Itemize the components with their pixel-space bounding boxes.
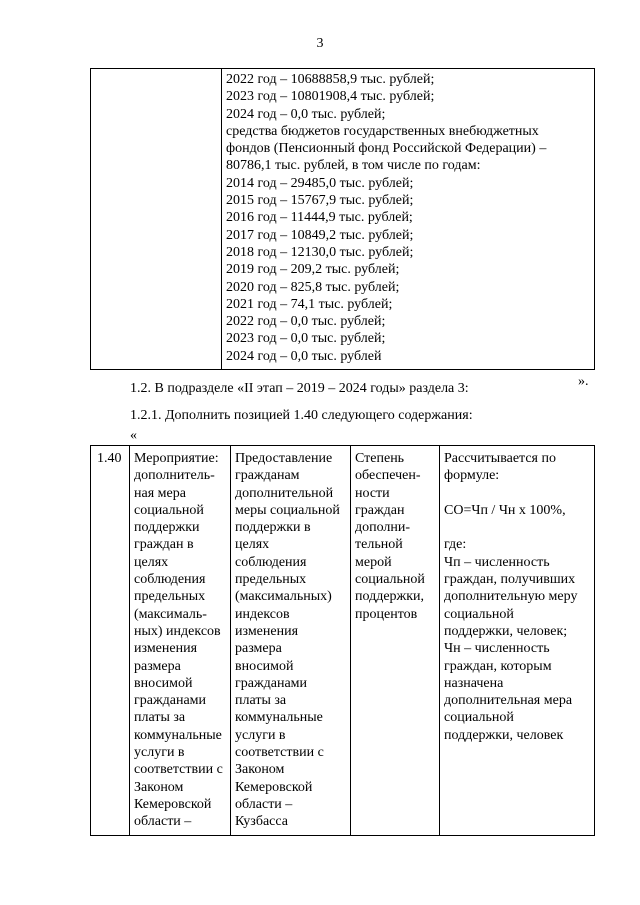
description-line: предельных	[235, 572, 307, 588]
measure-line: Законом	[134, 779, 184, 795]
measure-line: коммунальные	[134, 727, 222, 743]
position-number-text: 1.40	[97, 451, 122, 466]
measure-line: Мероприятие:	[134, 451, 219, 466]
indicator-line: Степень	[355, 451, 405, 466]
description-line: меры социальной	[235, 502, 340, 518]
description-line: вносимой	[235, 658, 294, 674]
measure-line: соблюдения	[134, 572, 206, 588]
description-line: платы за	[235, 693, 287, 709]
measure-line: дополнитель-	[134, 468, 215, 484]
measure-line: социальной	[134, 502, 204, 518]
indicator-line: дополни-	[355, 520, 411, 536]
position-1-40-table	[90, 445, 595, 836]
indicator-line: процентов	[355, 606, 418, 622]
closing-quote: ».	[578, 374, 589, 389]
formula-intro-line: Рассчитывается по	[444, 451, 556, 466]
spacer	[444, 519, 590, 536]
measure-line: услуги в	[134, 745, 185, 761]
indicator-line: мерой	[355, 554, 392, 570]
formula-def-line: поддержки, человек;	[444, 623, 568, 639]
description-line: целях	[235, 537, 270, 553]
funding-table-left-cell	[91, 69, 222, 370]
formula-def-line: Чп – численность	[444, 554, 550, 570]
funding-line: 2022 год – 0,0 тыс. рублей;	[226, 314, 386, 330]
indicator-line: тельной	[355, 537, 403, 553]
funding-line: 2022 год – 10688858,9 тыс. рублей;	[226, 72, 435, 87]
formula-where: где:	[444, 537, 467, 553]
formula-def-line: назначена	[444, 675, 504, 691]
funding-table-right-cell	[222, 69, 595, 370]
indicator-line: обеспечен-	[355, 468, 421, 484]
paragraph-1-2-1: 1.2.1. Дополнить позицией 1.40 следующего содержания:	[130, 408, 473, 423]
measure-line: граждан в	[134, 537, 194, 553]
measure-cell	[130, 446, 231, 836]
funding-line: 2019 год – 209,2 тыс. рублей;	[226, 262, 400, 278]
funding-line: фондов (Пенсионный фонд Российской Федерации) –	[226, 141, 547, 157]
page-number: 3	[316, 36, 324, 51]
paragraph-1-2: 1.2. В подразделе «II этап – 2019 – 2024 годы» раздела 3:	[130, 381, 469, 396]
formula-def-line: граждан, которым	[444, 658, 552, 674]
measure-line: гражданами	[134, 693, 207, 709]
funding-line: 2023 год – 0,0 тыс. рублей;	[226, 331, 386, 347]
description-line: дополнительной	[235, 485, 334, 501]
formula-intro-line: формуле:	[444, 468, 500, 484]
formula-def-line: поддержки, человек	[444, 727, 564, 743]
description-line: гражданам	[235, 468, 300, 484]
measure-line: ных) индексов	[134, 623, 221, 639]
formula-def-line: дополнительная мера	[444, 693, 573, 709]
description-line: Кузбасса	[235, 814, 288, 830]
spacer	[444, 485, 590, 502]
description-line: размера	[235, 641, 282, 657]
funding-line: 2020 год – 825,8 тыс. рублей;	[226, 279, 400, 295]
funding-line: 2023 год – 10801908,4 тыс. рублей;	[226, 89, 435, 105]
funding-line: 2017 год – 10849,2 тыс. рублей;	[226, 227, 414, 243]
measure-line: поддержки	[134, 520, 200, 536]
indicator-line: граждан	[355, 502, 405, 518]
description-cell	[231, 446, 351, 836]
funding-line: 2024 год – 0,0 тыс. рублей	[226, 348, 382, 364]
indicator-line: социальной	[355, 572, 425, 588]
position-number	[91, 446, 130, 836]
funding-line: 2021 год – 74,1 тыс. рублей;	[226, 296, 393, 312]
indicator-cell	[351, 446, 440, 836]
description-line: гражданами	[235, 675, 308, 691]
funding-line: 2016 год – 11444,9 тыс. рублей;	[226, 210, 413, 226]
measure-line: платы за	[134, 710, 186, 726]
measure-line: (максималь-	[134, 606, 207, 622]
measure-line: вносимой	[134, 675, 193, 691]
funding-line: 80786,1 тыс. рублей, в том числе по годам:	[226, 158, 481, 174]
funding-line: средства бюджетов государственных внебюджетных	[226, 123, 539, 139]
measure-line: целях	[134, 554, 169, 570]
funding-line: 2024 год – 0,0 тыс. рублей;	[226, 106, 386, 122]
funding-line: 2014 год – 29485,0 тыс. рублей;	[226, 175, 414, 191]
measure-line: размера	[134, 658, 181, 674]
formula-def-line: граждан, получивших	[444, 572, 576, 588]
formula-def-line: социальной	[444, 606, 514, 622]
formula-cell	[440, 446, 595, 836]
indicator-line: ности	[355, 485, 390, 501]
measure-line: соответствии с	[134, 762, 223, 778]
funding-line: 2018 год – 12130,0 тыс. рублей;	[226, 244, 414, 260]
measure-line: Кемеровской	[134, 796, 212, 812]
description-line: Законом	[235, 762, 285, 778]
description-line: соблюдения	[235, 554, 307, 570]
description-line: поддержки в	[235, 520, 311, 536]
opening-quote: «	[130, 428, 137, 443]
funding-line: 2015 год – 15767,9 тыс. рублей;	[226, 193, 414, 209]
description-line: области –	[235, 796, 293, 812]
formula-def-line: Чн – численность	[444, 641, 550, 657]
description-line: услуги в	[235, 727, 286, 743]
description-line: коммунальные	[235, 710, 323, 726]
formula-def-line: дополнительную меру	[444, 589, 578, 605]
measure-line: предельных	[134, 589, 206, 605]
description-line: соответствии с	[235, 745, 324, 761]
description-line: Кемеровской	[235, 779, 313, 795]
measure-line: ная мера	[134, 485, 186, 501]
measure-line: области –	[134, 814, 192, 830]
description-line: индексов	[235, 606, 290, 622]
description-line: Предоставление	[235, 451, 333, 466]
measure-line: изменения	[134, 641, 198, 657]
indicator-line: поддержки,	[355, 589, 425, 605]
description-line: изменения	[235, 623, 299, 639]
formula: СО=Чп / Чн х 100%,	[444, 502, 566, 518]
funding-table-continuation	[90, 68, 595, 370]
formula-def-line: социальной	[444, 710, 514, 726]
description-line: (максимальных)	[235, 589, 332, 605]
